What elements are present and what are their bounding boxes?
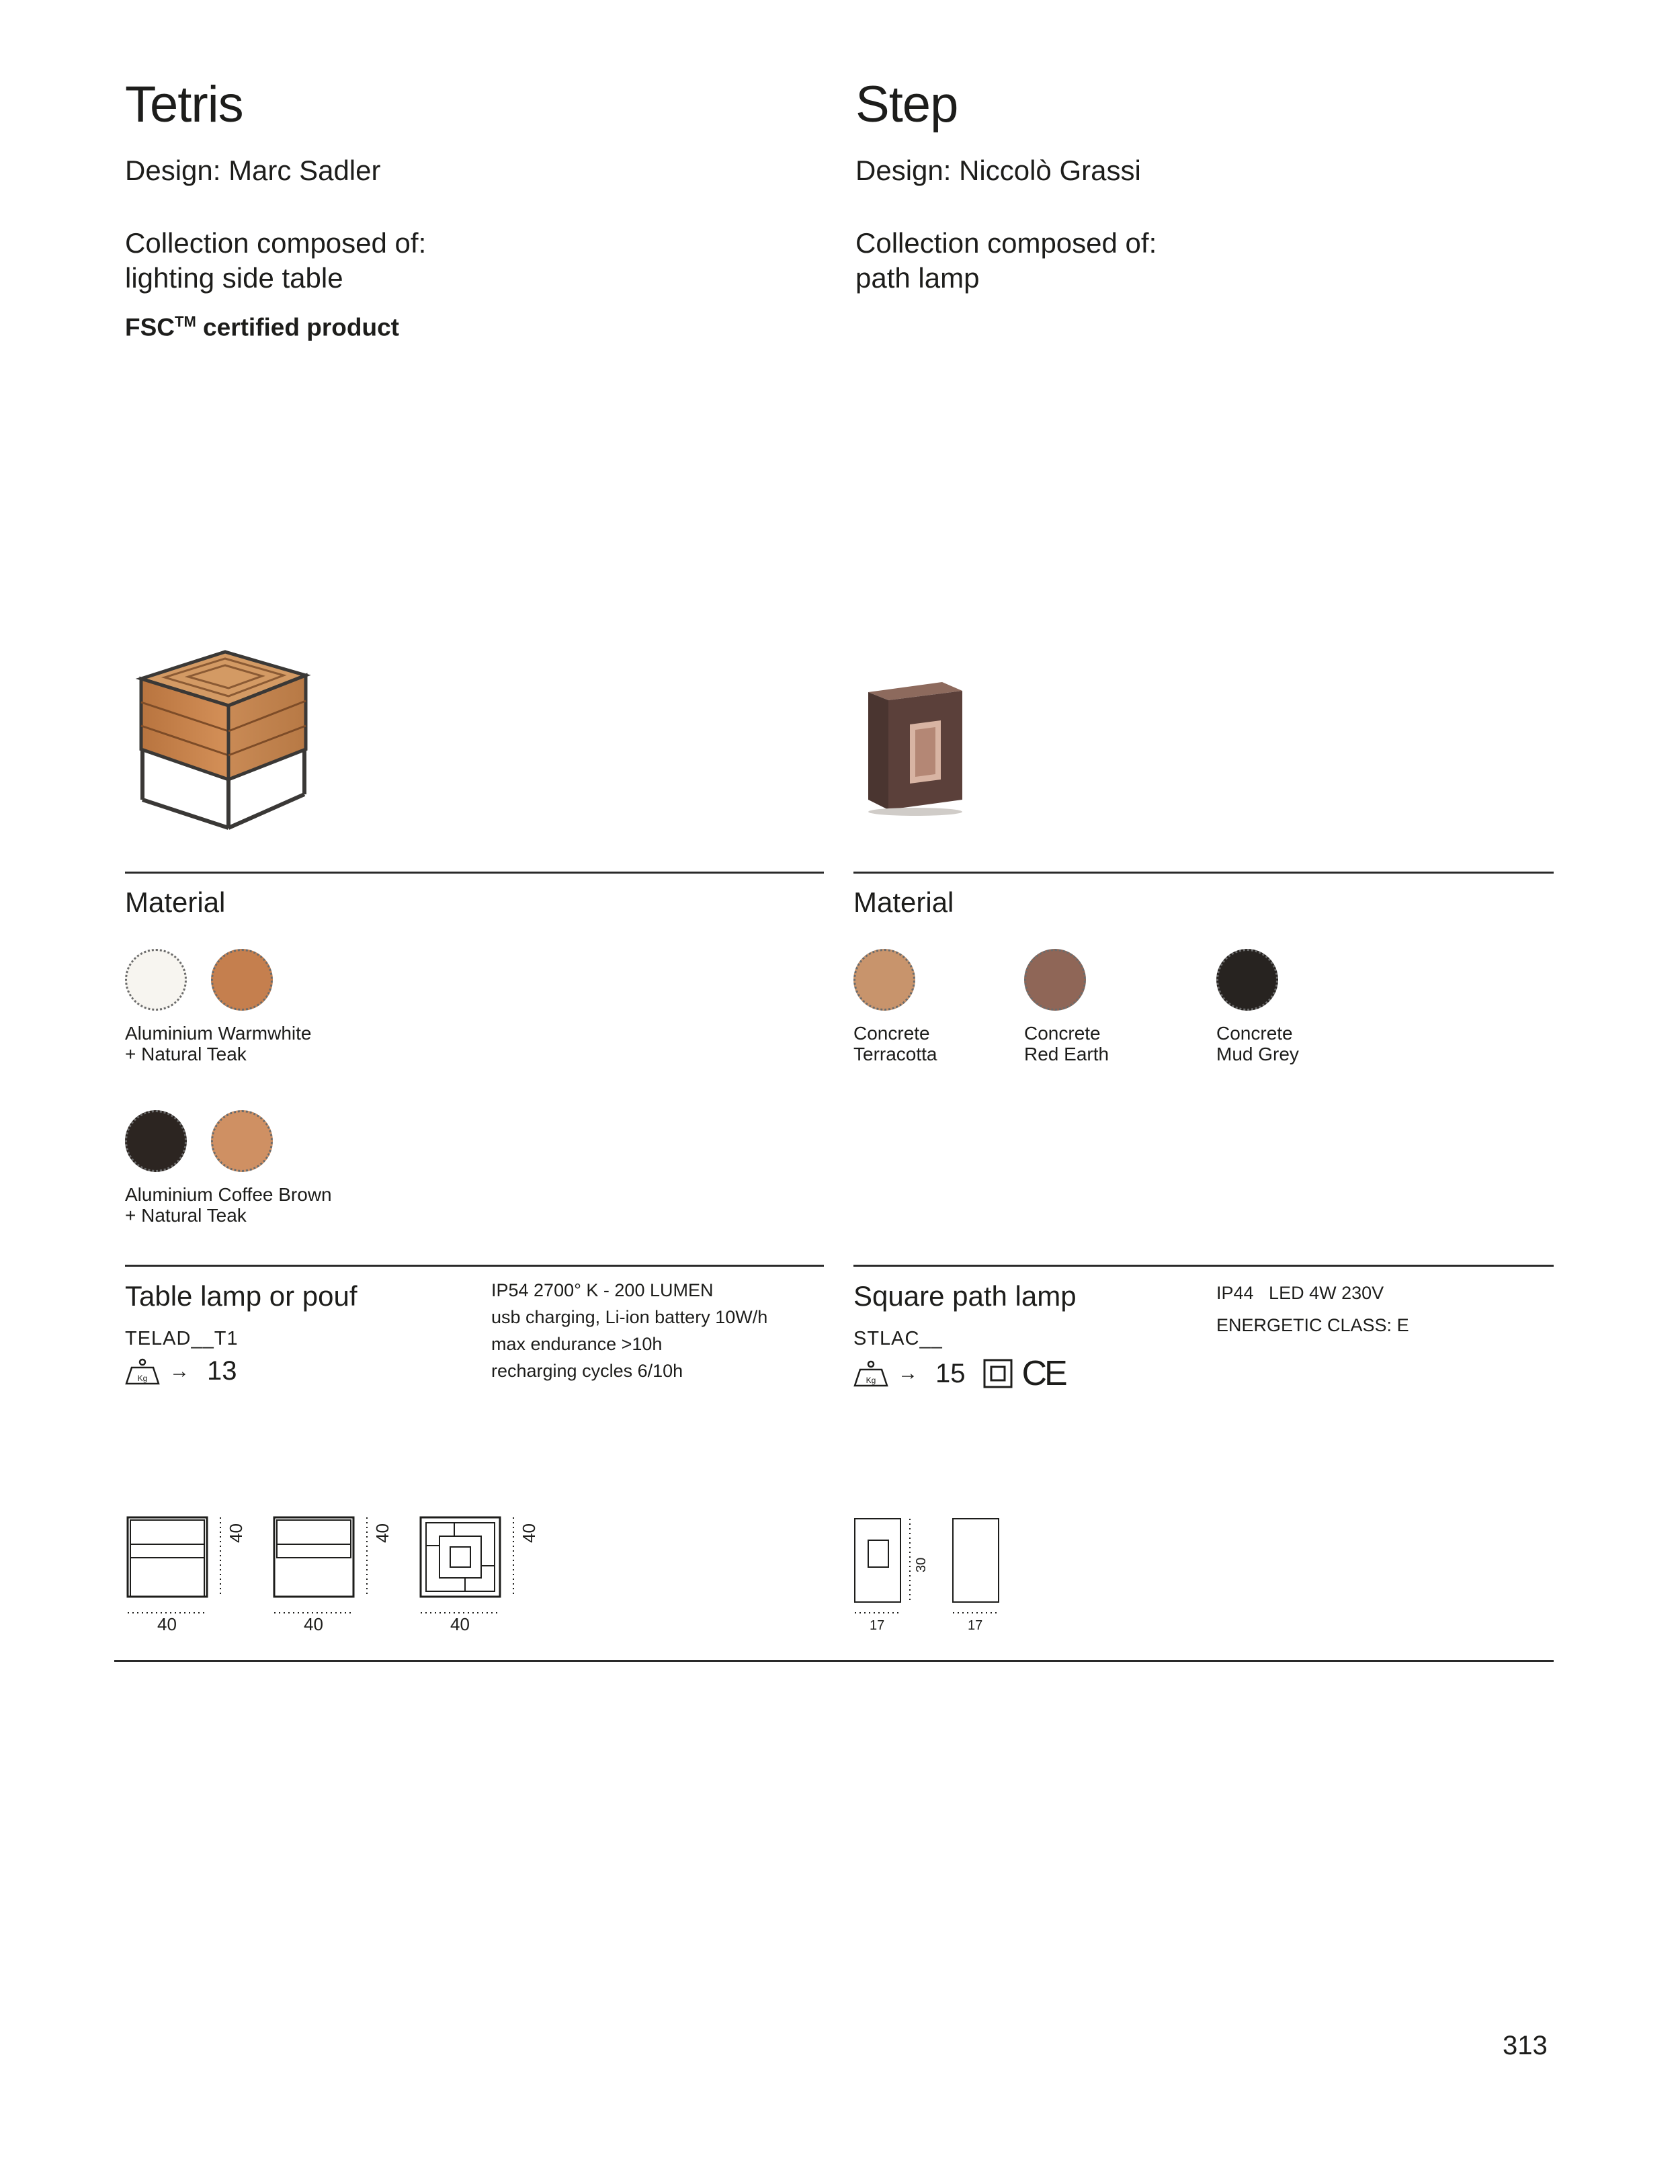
tetris-top-view — [421, 1517, 513, 1613]
swatch-aluminium-warmwhite — [125, 949, 187, 1011]
left-weight — [125, 1356, 237, 1386]
weight-unit: Kg — [866, 1376, 876, 1385]
right-product-name: Square path lamp — [853, 1280, 1077, 1312]
swatch-label-line1: Concrete — [1216, 1023, 1293, 1044]
step-dimension-drawings — [852, 1512, 1013, 1633]
swatch-concrete-red-earth — [1024, 949, 1086, 1011]
right-material-divider — [853, 872, 1554, 874]
weight-kg-icon — [853, 1360, 888, 1387]
spec-line: IP54 2700° K - 200 LUMEN — [491, 1280, 714, 1300]
spec-line: max endurance >10h — [491, 1334, 663, 1354]
right-designer: Design: Niccolò Grassi — [855, 155, 1141, 186]
spec-line: IP44 LED 4W 230V — [1216, 1283, 1384, 1303]
swatch-label-line2: Mud Grey — [1216, 1044, 1299, 1064]
swatch-label-warmwhite-teak — [125, 1023, 311, 1064]
spec-line: usb charging, Li-ion battery 10W/h — [491, 1307, 768, 1327]
weight-arrow: → — [898, 1362, 918, 1384]
fsc-suffix: certified product — [196, 313, 399, 341]
tetris-side-view — [274, 1517, 367, 1613]
step-front-view — [855, 1519, 910, 1613]
left-product-divider — [125, 1265, 824, 1267]
tetris-front-view — [128, 1517, 220, 1613]
swatch-concrete-mud-grey — [1216, 949, 1278, 1011]
left-material-heading: Material — [125, 886, 226, 918]
swatch-concrete-terracotta — [853, 949, 915, 1011]
right-collection-items: path lamp — [855, 262, 980, 294]
right-product-divider — [853, 1265, 1554, 1267]
tetris-dim-width-1: 40 — [157, 1614, 177, 1634]
left-material-divider — [125, 872, 824, 874]
tetris-dim-width-2: 40 — [304, 1614, 323, 1634]
left-product-title: Tetris — [125, 76, 243, 133]
swatch-label-coffee-teak — [125, 1184, 332, 1226]
swatch-label-red-earth — [1024, 1023, 1109, 1064]
step-dim-width-2: 17 — [968, 1618, 983, 1633]
swatch-label-terracotta — [853, 1023, 937, 1064]
swatch-label-line1: Concrete — [853, 1023, 930, 1044]
left-designer: Design: Marc Sadler — [125, 155, 381, 186]
tetris-dim-height-1: 40 — [226, 1523, 246, 1543]
left-spec-list — [491, 1277, 767, 1384]
step-dim-width-1: 17 — [870, 1618, 885, 1633]
swatch-label-line2: Terracotta — [853, 1044, 937, 1064]
step-side-view — [953, 1519, 999, 1613]
tetris-dim-height-3: 40 — [519, 1523, 539, 1543]
left-collection-label: Collection composed of: — [125, 227, 427, 259]
tetris-dim-height-2: 40 — [372, 1523, 392, 1543]
left-weight-value: 13 — [207, 1356, 237, 1386]
swatch-label-line1: Aluminium Warmwhite — [125, 1023, 312, 1044]
swatch-label-line2: Red Earth — [1024, 1044, 1109, 1064]
left-collection-items: lighting side table — [125, 262, 343, 294]
spec-line: recharging cycles 6/10h — [491, 1361, 683, 1381]
left-product-name: Table lamp or pouf — [125, 1280, 358, 1312]
step-dim-height: 30 — [914, 1557, 929, 1572]
tetris-dim-width-3: 40 — [450, 1614, 470, 1634]
swatch-natural-teak — [211, 949, 273, 1011]
swatch-natural-teak-2 — [211, 1110, 273, 1172]
right-product-title: Step — [855, 76, 958, 133]
right-spec-list — [1216, 1277, 1409, 1341]
right-material-heading: Material — [853, 886, 954, 918]
right-weight-value: 15 — [935, 1358, 966, 1388]
right-weight — [853, 1356, 1065, 1391]
weight-kg-icon — [125, 1358, 160, 1385]
right-product-code: STLAC__ — [853, 1328, 943, 1349]
double-insulation-icon — [983, 1359, 1013, 1388]
page-number: 313 — [1503, 2031, 1548, 2060]
right-collection-label: Collection composed of: — [855, 227, 1157, 259]
swatch-label-line1: Aluminium Coffee Brown — [125, 1184, 332, 1205]
bottom-divider — [114, 1660, 1554, 1662]
tetris-table-photo — [128, 638, 329, 833]
weight-unit: Kg — [137, 1373, 148, 1383]
swatch-aluminium-coffee-brown — [125, 1110, 187, 1172]
swatch-label-line2: + Natural Teak — [125, 1044, 247, 1064]
swatch-label-mud-grey — [1216, 1023, 1299, 1064]
fsc-tm: TM — [175, 313, 196, 330]
fsc-prefix: FSC — [125, 313, 175, 341]
swatch-label-line2: + Natural Teak — [125, 1205, 247, 1226]
swatch-label-line1: Concrete — [1024, 1023, 1101, 1044]
step-lamp-photo — [862, 679, 969, 820]
left-product-code: TELAD__T1 — [125, 1328, 239, 1349]
fsc-certification — [125, 313, 399, 341]
spec-line: ENERGETIC CLASS: E — [1216, 1315, 1409, 1335]
ce-mark-icon: CE — [1021, 1354, 1065, 1393]
weight-arrow: → — [169, 1359, 190, 1382]
